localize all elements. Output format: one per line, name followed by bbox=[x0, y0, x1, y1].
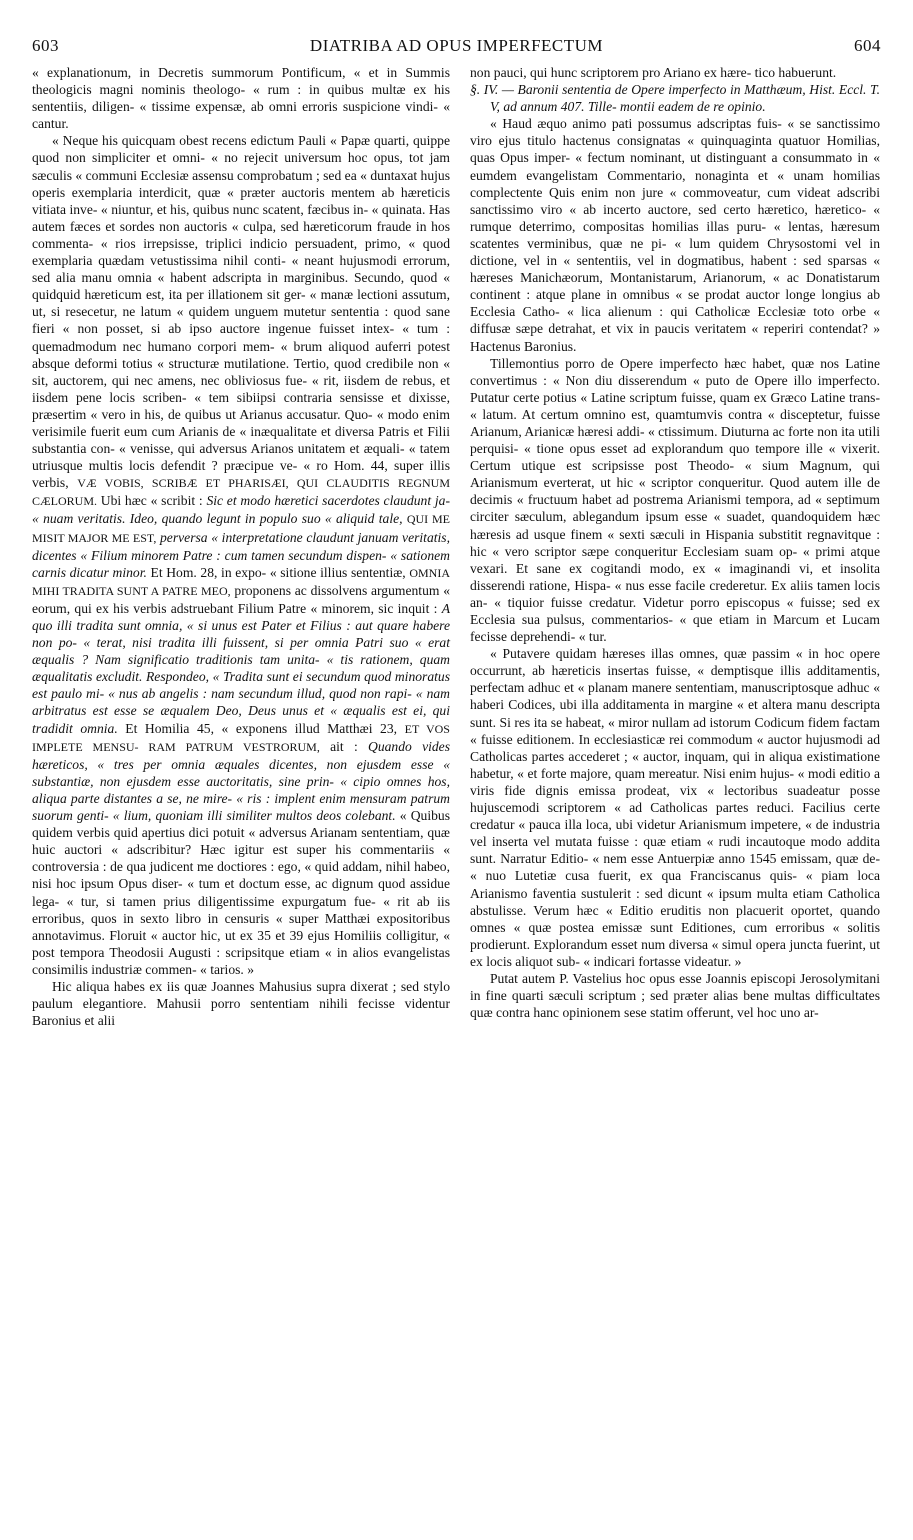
italic-quotation: Sic et modo hæretici sacerdotes claudunt ja- « nuam veritatis. Ideo, quando legunt in populo suo « aliquid tale, bbox=[32, 493, 450, 527]
text-run: proponens ac dissolvens argumentum « eorum, qui ex his verbis adstruebant Filium Patre « minorem, sic inquit : bbox=[32, 582, 450, 616]
text-run: « Quibus quidem verbis quid apertius dici potuit « adversus Arianam sententiam, quæ huic auctori « adscribitur? Hæc igitur est super his commentariis « controversia : de qua judicent me doctiores : ego, « quid addam, nihil habeo, nisi hoc ipsum Opus diser- « tum et doctum esse, ac dignum quod assidue lega- « tur, si tamen prius diligentissime expurgatum fue- « rit ab iis erroribus, quos in sexto libro in censuris « super Matthæi expositoribus annotavimus. Floruit « auctor hic, ut ex 35 et 39 ejus Homiliis colligitur, « post tempora Theodosii Augusti : scripsitque etiam « in alios evangelistas consimilis industriæ commen- « tarios. » bbox=[32, 808, 450, 977]
text-run: Et Homilia 45, « exponens illud Matthæi 23, bbox=[125, 720, 398, 736]
right-paragraph: « Haud æquo animo pati possumus adscriptas fuis- « se sanctissimo viro ejus titulo hactenus consignatas « quinquaginta quatuor Homilias, quas Opus imper- « fectum nominant, ut distinguant a consummato in « eumdem evangelistam Commentario, nonaginta et « unam homilias complectente Quis enim non jure « commoveatur, cum videat adscribi sanctissimo viro « ab incerto auctore, sed certo hæretico, hæretico- « rumque deterrimo, compositas homilias illas puru- « lentas, hæresum scatentes verminibus, quæ ne pi- « lum quidem Chrysostomi vel in dictione, vel in « sententiis, vel in dogmatibus, habent : sed sparsas « hæreses Manichæorum, Montanistarum, Arianorum, « ac Donatistarum continent : atque plane in omnibus « se prodat auctor longe longius ab Ecclesia Catho- « lica alienum : qui Catholicæ Ecclesiæ toto orbe « diffusæ sæpe detrahat, et vix in paucis veritatem « reperiri contendat? » Hactenus Baronius. bbox=[470, 116, 880, 354]
right-paragraph: Tillemontius porro de Opere imperfecto hæc habet, quæ nos Latine convertimus : « Non diu disserendum « puto de Opere illo imperfecto. Putatur certe potius « Latine scriptum fuisse, quam ex Græco Latine trans- « latum. At certum omnino est, quamtumvis contra « disceptetur, fuisse Arianum, Arianicæ hæresi addi- « ctissimum. Diuturna ac forte non ita utili perquisi- « tione opus esset ad explorandum quo tempore ille « vixerit. Certum utique est scripsisse post Theodo- « sium Magnum, qui Arianismum everterat, ut hic « scriptor conqueritur. Quod autem ille de decimis « fructuum habet ad postrema Arianismi tempora, ad « septimum circiter sæculum, ablegandum ipsum esse « suadet, quandoquidem hæc hæresis ad usque finem « sexti sæculi in Hispania substitit regnavitque : hic « vero scriptor sæpe conqueritur Ecclesiam suam op- « primi atque vexari. Et sane ex cogitandi modo, ex « imaginandi vi, et insolita disserendi ratione, Hispa- « nus esse facile crederetur. Ex aliis tamen locis an- « tiquior fuisse credatur. Videtur porro episcopus « fuisse; sed ex Ecclesia sua pulsus, commentarios- « que etiam in Marcum et Lucam fecisse deprehendi- « tur. bbox=[470, 355, 880, 645]
right-paragraph: Putat autem P. Vastelius hoc opus esse Joannis episcopi Jerosolymitani in fine quarti sæculi scriptum ; sed præter alias bene multas difficultates quæ contra hanc opinionem sese statim offerunt, vel hoc uno ar- bbox=[470, 970, 880, 1021]
text-run: ait : bbox=[330, 738, 358, 754]
quotation-smallcaps: OMNIA MIHI TRADITA SUNT A PATRE MEO, bbox=[32, 565, 451, 598]
left-column bbox=[32, 64, 450, 1029]
italic-quotation: Quando vides hæreticos, « tres per omnia æquales dicentes, non ejusdem esse « substantiæ, non ejusdem esse auctoritatis, sine prin- « cipio omnes hos, aliqua parte distantes a se, ne mire- « ris : implent enim mensuram patrum suorum genti- « lium, quoniam illi similiter multos deos colebant. bbox=[32, 738, 450, 824]
quotation-smallcaps: QUI ME MISIT MAJOR ME EST, bbox=[32, 512, 451, 545]
running-header bbox=[32, 36, 881, 58]
right-page-number: 604 bbox=[854, 36, 881, 55]
left-paragraph bbox=[32, 132, 450, 978]
left-paragraph: Hic aliqua habes ex iis quæ Joannes Mahusius supra dixerat ; sed stylo paulum elegantiore. Mahusii porro sententiam nihili fecisse videntur Baronius et alii bbox=[32, 978, 450, 1029]
text-run: Ubi hæc « scribit : bbox=[97, 493, 203, 509]
italic-quotation: perversa « interpretatione claudunt januam veritatis, dicentes « Filium minorem Patre : cum tamen secundum dispen- « sationem carnis dicatur minor. bbox=[32, 529, 450, 580]
text-run: Et Hom. 28, in expo- « sitione illius sententiæ, bbox=[150, 564, 406, 580]
italic-quotation: A quo illi tradita sunt omnia, « si unus est Pater et Filius : aut quare habere non po- « terat, nisi tradita illi fuissent, si per omnia Patri suo « erat æqualis ? Nam significatio traditionis tam unita- « tis rationem, quam æqualitatis excludit. Respondeo, « Tradita sunt ei secundum quod minoratus est paulo mi- « nus ab angelis : nam secundum illud, quod non rapi- « nam arbitratus est esse se æqualem Deo, Deus unus et « æqualis est ei, qui tradidit omnia. bbox=[32, 600, 450, 736]
right-paragraph: « Putavere quidam hæreses illas omnes, quæ passim « in hoc opere occurrunt, ab hæreticis insertas fuisse, « demptisque illis additamentis, perfectam adhuc et « planam manere sententiam, manuscriptosque adhuc « haberi Codices, ubi illa additamenta in margine « et altera manu descripta sunt. Si res ita se habeat, « miror nullam ad istorum Codicum fidem factam « fuisse editionem. In ecclesiasticæ rei commodum « auctor hujusmodi ad Catholicas partes accederet ; « auctor, inquam, qui in aliqua existimatione habetur, « et forte majore, quam mereatur. Nisi enim hujus- « modi editio a viris fide dignis emissa prodeat, vix « lectoribus suadeatur posse hujuscemodi scriptorem « ad Catholicas partes reduci. Facilius certe credatur « pauca illa loca, ubi videtur Arianismum impetere, « de industria vel inserta vel mutata fuisse : quæ etiam « rudi incautoque modo addita sunt. Narratur Editio- « nem esse Antuerpiæ anno 1545 emissam, quæ de- « nuo Lutetiæ cusa fuerit, ex qua Franciscanus quis- « piam loca Arianismo faventia sustulerit : sed dicunt « ipsum multa etiam Catholica abstulisse. Verum hæc « Editio eruditis non placuerit oportet, quando omnes « quæ postea emissæ sunt Editiones, cum erroribus « solitis prodierunt. Explorandum esset num diversa « simul opera juncta fuerint, ut ex locis aliquot sub- « indicari fortasse videatur. » bbox=[470, 646, 880, 969]
right-column bbox=[470, 64, 880, 1021]
running-title: DIATRIBA AD OPUS IMPERFECTUM bbox=[309, 36, 604, 55]
quotation-smallcaps: VÆ VOBIS, SCRIBÆ ET PHARISÆI, QUI CLAUDITIS REGNUM CÆLORUM. bbox=[32, 476, 450, 509]
section-heading: §. IV. — Baronii sententia de Opere imperfecto in Matthæum, Hist. Eccl. T. V, ad annum 407. Tille- montii eadem de re opinio. bbox=[470, 82, 880, 115]
right-paragraph: non pauci, qui hunc scriptorem pro Ariano ex hære- tico habuerunt. bbox=[470, 65, 837, 80]
left-paragraph: « explanationum, in Decretis summorum Pontificum, « et in Summis theologicis magni nominis theologo- « rum : in quibus multæ ex his sententiis, diligen- « tissime expensæ, ab omni erroris suspicione vindi- « cantur. bbox=[32, 65, 450, 132]
text-run: « Neque his quicquam obest recens edictum Pauli « Papæ quarti, quippe quod non simpliciter et omni- « no rejecit universum hoc opus, tot jam sæculis « communi Ecclesiæ assensu comprobatum ; sed ea « duntaxat hujus operis exemplaria interdicit, quæ « præter auctoris mentem ab hæreticis vitiata inve- « niuntur, et his, quibus nunc scatent, fæcibus in- « quinata. Has autem fæces et sordes non auctoris « culpa, sed hæreticorum fraude in hos commenta- « rios irrepsisse, triplici indicio persuadent, primo, « quod exemplaria quædam vetustissima nihil conti- « neant hujusmodi errorum, sed alia manu omnia « habent adscripta in marginibus. Secundo, quod « quidquid hæreticum est, ita per illationem sit ger- « manæ lectioni assutum, ut, si resecetur, ne latum « quidem unguem mutetur sententia : quod sane fieri « non posset, si ab ipso auctore ingenue fuisset intex- « tum : quemadmodum nec humano corpori mem- « brum aliquod auferri potest absque deformi totius « structuræ mutilatione. Tertio, quod credibile non « sit, auctorem, qui nec amens, nec obliviosus fue- « rit, iisdem de rebus, et iisdem pene locis scriben- « tem sibiipsi contraria sensisse et dixisse, præsertim « vero in his, de quibus ut Arianus accusatur. Quo- « modo enim verisimile fuerit eum cum Arianis de « inæqualitate et diversa Patris et Filii substantia con- « venisse, qui adversus Arianos unitatem et æquali- « tatem utriusque multis locis defendit ? præcipue ve- « ro Hom. 44, super illis verbis, bbox=[32, 133, 450, 491]
left-page-number: 603 bbox=[32, 36, 59, 55]
quotation-smallcaps: ET VOS IMPLETE MENSU- RAM PATRUM VESTRORUM, bbox=[32, 721, 450, 754]
